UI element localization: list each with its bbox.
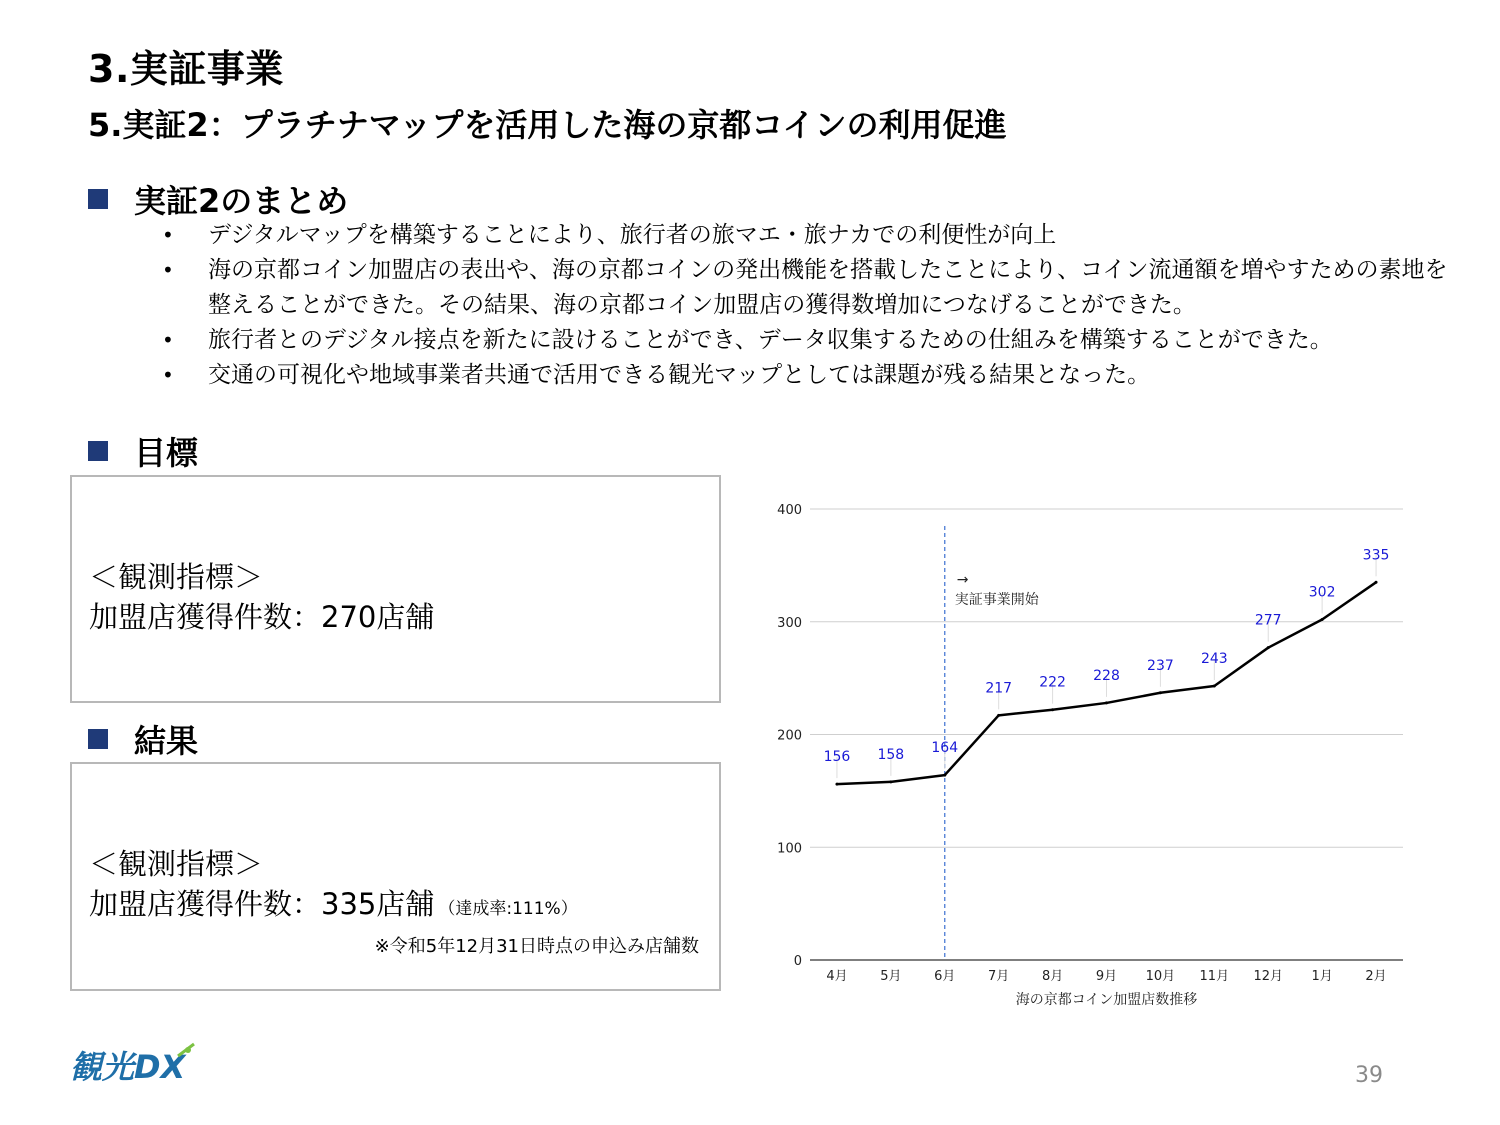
result-heading xyxy=(88,716,198,762)
annotation-text: 実証事業開始 xyxy=(954,592,1039,608)
member-store-chart xyxy=(760,490,1420,1020)
target-heading-text: 目標 xyxy=(134,434,199,472)
data-point xyxy=(1375,581,1378,584)
svg-text:観光: 観光 xyxy=(70,1048,135,1086)
y-tick-label: 400 xyxy=(777,503,802,518)
result-box xyxy=(70,762,721,991)
kanko-dx-logo xyxy=(70,1040,200,1090)
x-tick-label: 2月 xyxy=(1365,969,1387,984)
result-heading-text: 結果 xyxy=(134,722,199,760)
target-box xyxy=(70,475,721,703)
summary-bullet: • 海の京都コイン加盟店の表出や、海の京都コインの発出機能を搭載したことにより、コイン流通額を増やすための素地を整えることができた。その結果、海の京都コイン加盟店の獲得数増加につなげることができた。 xyxy=(160,253,1450,323)
target-heading xyxy=(88,428,198,474)
data-label: 164 xyxy=(931,740,959,757)
data-label: 237 xyxy=(1147,657,1174,674)
y-tick-label: 100 xyxy=(777,841,802,857)
result-note: ※令和5年12月31日時点の申込み店舗数 xyxy=(374,936,699,957)
data-point xyxy=(1213,685,1216,688)
square-bullet-icon xyxy=(88,729,108,749)
data-label: 335 xyxy=(1362,547,1390,564)
x-tick-label: 6月 xyxy=(934,969,956,984)
data-label: 222 xyxy=(1039,674,1066,691)
y-tick-label: 300 xyxy=(777,615,802,631)
data-label: 217 xyxy=(985,680,1013,697)
summary-bullet: • 交通の可視化や地域事業者共通で活用できる観光マップとしては課題が残る結果となった。 xyxy=(160,358,1450,393)
x-tick-label: 5月 xyxy=(880,969,902,984)
data-point xyxy=(1267,646,1270,649)
square-bullet-icon xyxy=(88,189,108,209)
x-tick-label: 11月 xyxy=(1199,969,1230,984)
data-point xyxy=(997,714,1000,717)
result-metric-line xyxy=(89,882,578,923)
result-metric: 加盟店獲得件数：335店舗 xyxy=(89,887,435,921)
summary-heading xyxy=(88,176,348,222)
x-tick-label: 12月 xyxy=(1253,969,1284,984)
data-point xyxy=(1105,701,1108,704)
annotation-arrow: → xyxy=(956,572,969,588)
data-label: 302 xyxy=(1308,584,1336,601)
line-chart xyxy=(760,490,1420,1020)
data-label: 228 xyxy=(1093,667,1120,684)
x-tick-label: 1月 xyxy=(1311,969,1333,984)
x-tick-label: 7月 xyxy=(988,969,1010,984)
achievement-rate: （達成率:111%） xyxy=(438,899,578,919)
target-metric: 加盟店獲得件数：270店舗 xyxy=(89,600,435,634)
summary-bullet-list xyxy=(160,218,1450,393)
x-tick-label: 9月 xyxy=(1095,969,1118,984)
page-title: 3.実証事業 xyxy=(88,47,284,91)
data-label: 243 xyxy=(1200,651,1228,668)
svg-text:DX: DX xyxy=(134,1048,186,1086)
x-tick-label: 4月 xyxy=(826,969,848,984)
x-axis-label: 海の京都コイン加盟店数推移 xyxy=(1015,992,1198,1008)
y-tick-label: 0 xyxy=(793,954,802,969)
y-tick-label: 200 xyxy=(777,728,802,744)
data-point xyxy=(1321,618,1324,621)
data-label: 156 xyxy=(823,749,851,766)
data-point xyxy=(1051,708,1054,711)
data-point xyxy=(1159,691,1162,694)
summary-bullet: • 旅行者とのデジタル接点を新たに設けることができ、データ収集するための仕組みを構築することができた。 xyxy=(160,323,1450,358)
square-bullet-icon xyxy=(88,441,108,461)
page-number: 39 xyxy=(1355,1063,1383,1088)
x-tick-label: 8月 xyxy=(1041,969,1064,984)
result-label: ＜観測指標＞ xyxy=(89,847,264,881)
data-label: 158 xyxy=(877,746,905,763)
data-point xyxy=(943,774,946,777)
summary-heading-text: 実証2のまとめ xyxy=(134,182,349,220)
data-point xyxy=(889,780,892,783)
target-label: ＜観測指標＞ xyxy=(89,560,264,594)
summary-bullet: • デジタルマップを構築することにより、旅行者の旅マエ・旅ナカでの利便性が向上 xyxy=(160,218,1450,253)
x-tick-label: 10月 xyxy=(1145,969,1176,984)
page-subtitle: 5.実証2：プラチナマップを活用した海の京都コインの利用促進 xyxy=(88,106,1007,144)
data-label: 277 xyxy=(1254,612,1282,629)
data-point xyxy=(835,783,838,786)
